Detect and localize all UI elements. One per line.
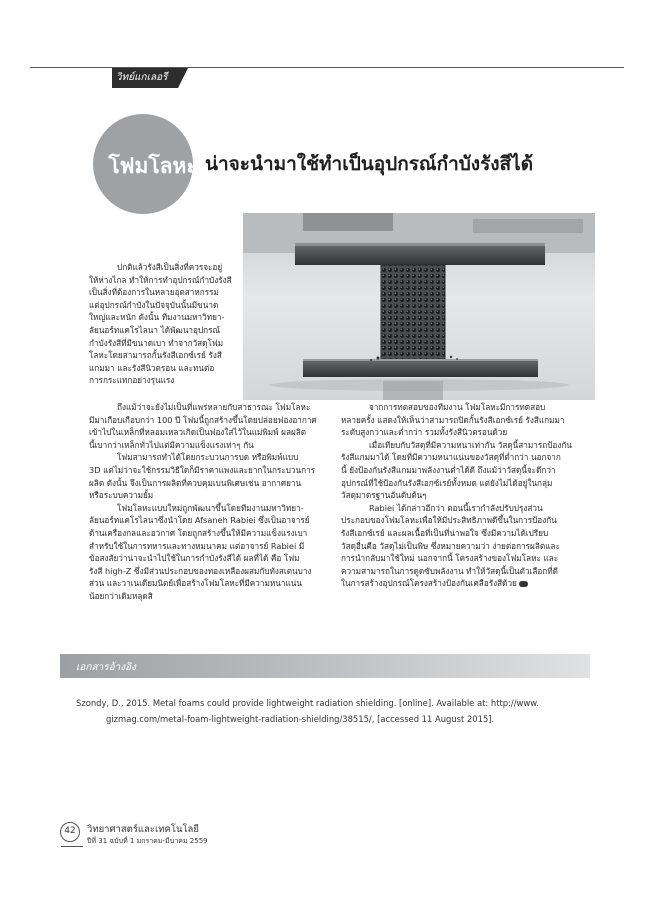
text-line: สำหรับใช้ในการทหารและทางหมนาคม แต่อาจารย์ Rabiei มี xyxy=(89,540,305,551)
text-line: วัสดุอื่นคือ วัสดุไม่เป็นพิษ ซึ่งหมายความว่า ง่ายต่อการผลิตและ xyxy=(341,540,560,551)
issue-info: ปีที่ 31 ฉบับที่ 1 มกราคม-มีนาคม 2559 xyxy=(87,837,208,845)
references-header-bar xyxy=(60,654,590,678)
text-line: นี้เบากว่าเหล็กทั่วไปแต่มีความแข็งแรงเท่าๆ กัน xyxy=(89,439,254,450)
page-number: 42 xyxy=(64,826,76,836)
text-line: เป็นสิ่งที่ต้องการในหลายอุตสาหกรรม xyxy=(89,287,219,298)
end-mark-icon xyxy=(519,581,528,587)
text-line: ระดับสูงกว่าและต่ำกว่า รวมทั้งรังสีนิวตรอนด้วย xyxy=(341,427,508,438)
text-line: ถึงแม้ว่าจะยังไม่เป็นที่แพร่หลายกับสาธารณะ โฟมโลหะ xyxy=(117,402,311,412)
footer-rule xyxy=(61,846,83,847)
closing-line-text: ในการสร้างอุปกรณ์โครงสร้างป้องกันเคลือรังสีด้วย xyxy=(341,578,517,589)
text-line: รังสี high-Z ซึ่งมีส่วนประกอบของทองเหลืองผสมกับทังสเตนบาง xyxy=(89,565,312,576)
text-line: Rabiei ได้กล่าวอีกว่า ตอนนี้เรากำลังปรับปรุงส่วน xyxy=(369,502,543,513)
reference-line: Szondy, D., 2015. Metal foams could provide lightweight radiation shielding. [online]. Available at: http://www. xyxy=(76,698,539,708)
text-line: หรือระบบความยั้ม xyxy=(89,490,154,501)
text-line: แต่อุปกรณ์กำบังในปัจจุบันนั้นมีขนาด xyxy=(89,299,219,310)
section-tab: วิทย์แกเลอรี xyxy=(112,68,178,88)
metal-foam-photo xyxy=(243,213,595,400)
reference-line: gizmag.com/metal-foam-lightweight-radiation-shielding/38515/, [accessed 11 August 2015]. xyxy=(106,714,495,724)
text-line: เมื่อเทียบกับวัสดุที่มีความหนาเท่ากัน วัสดุนี้สามารถป้องกัน xyxy=(369,439,572,450)
text-line: ลัยนอร์ทแคโรไลนา ได้พัฒนาอุปกรณ์ xyxy=(89,324,221,335)
section-tab-tail xyxy=(178,68,188,88)
text-line: ผลิต ดังนั้น จึงเป็นการผลิตที่ควบคุมเบนพิเศษเช่น อากาศยาน xyxy=(89,477,302,488)
text-line: การนำกลับมาใช้ใหม่ นอกจากนี้ โครงสร้างของโฟมโลหะ และ xyxy=(341,553,559,564)
text-line: โฟมโลหะแบบใหม่ถูกพัฒนาขึ้นโดยทีมงานมหาวิทยา- xyxy=(117,502,304,513)
magazine-name: วิทยาศาสตร์และเทคโนโลยี xyxy=(87,824,199,835)
text-line: โฟมสามารถทำได้โดยกระบวนการบด หรือพิมพ์แบบ xyxy=(117,452,299,463)
text-line: ข้อสงสัยว่าน่าจะนำไปใช้ในการกำบังรังสีได้ ผลที่ได้ คือ โฟม xyxy=(89,553,300,564)
title-badge-text: โฟมโลหะ xyxy=(108,154,198,178)
text-line: ใหญ่และหนัก ดังนั้น ทีมงานมหาวิทยา- xyxy=(89,312,225,323)
text-line: โลหะโดยสามารถกั้นรังสีเอกซ์เรย์ รังสี xyxy=(89,350,222,361)
text-line: เข้าไปในเหล็กที่หลอมเหลวเกิดเป็นฟองใส่ไว้ในแม่พิมพ์ ผลผลิต xyxy=(89,427,307,438)
references-heading: เอกสารอ้างอิง xyxy=(76,662,136,673)
text-line: ลัยนอร์ทแคโรไลนาซึ่งนำโดย Afsaneh Rabiei ซึ่งเป็นอาจารย์ xyxy=(89,515,310,526)
text-line: 3D แต่ไม่ว่าจะใช้กรรมวิธีใดก็มีราคาแพงและยากในกระบวนการ xyxy=(89,464,316,475)
text-line: การกระแทกอย่างรุนแรง xyxy=(89,375,175,386)
text-line: หลายครั้ง แสดงให้เห็นว่าสามารถปิดกั้นรังสีเอกซ์เรย์ รังสีแกมมา xyxy=(341,414,565,425)
text-line: รังสีเอกซ์เรย์ และผลเนื้อที่เป็นที่น่าพอใจ ซึ่งมีความได้เปรียบ xyxy=(341,527,549,538)
text-line: รังสีแกมมาได้ โดยที่มีความหนาแน่นของวัสดุที่ต่ำกว่า นอกจาก xyxy=(341,452,561,463)
text-line: กำบังรังสีที่มีขนาดเบา ทำจากวัสดุโฟม xyxy=(89,337,224,348)
text-line: แกมมา และรังสีนิวตรอน และทนต่อ xyxy=(89,362,215,373)
left-column xyxy=(89,401,329,603)
text-line: ความสามารถในการดูดซับพลังงาน ทำให้วัสดุนี้เป็นตัวเลือกที่ดี xyxy=(341,565,558,576)
text-line: ส่วน และวาเนเดียมนิตย์เพื่อสร้างโฟมโลหะที่มีความหนาแน่น xyxy=(89,578,302,589)
text-line: มีมาเกือบเกือบกว่า 100 ปี โฟมนี้ถูกสร้างขึ้นโดยปล่อยฟองอากาศ xyxy=(89,414,317,425)
text-line: อุปกรณ์ที่ใช้ป้องกันรังสีเอกซ์เรย์ทั้งหมด แต่ยังไม่ได้อยู่ในกลุ่ม xyxy=(341,477,553,488)
text-line: ด้านเครื่องกลและอวกาศ โดยถูกสร้างขึ้นให้มีความแข็งแรงเบา xyxy=(89,527,308,538)
text-line: น้อยกว่าเดิมหลุดสิ xyxy=(89,590,153,601)
text-line: จากการทดสอบของทีมงาน โฟมโลหะมีการทดสอบ xyxy=(369,402,546,412)
article-title: น่าจะนำมาใช้ทำเป็นอุปกรณ์กำบังรังสีได้ xyxy=(205,153,534,175)
text-line: ประกอบของโฟมโลหะเพื่อให้มีประสิทธิภาพดีขึ้นในการป้องกัน xyxy=(341,515,557,526)
text-line: นี้ ยังป้องกันรังสีแกมมาพลังงานต่ำได้ดี ถึงแม้ว่าวัสดุนี้จะดีกว่า xyxy=(341,464,556,475)
text-line: ให้ห่างไกล ทำให้การทำอุปกรณ์กำบังรังสี xyxy=(89,274,232,285)
references-body xyxy=(76,695,576,727)
text-line: ปกติแล้วรังสีเป็นสิ่งที่ควรจะอยู่ xyxy=(117,262,223,272)
text-line xyxy=(341,577,581,590)
right-column xyxy=(341,401,581,590)
text-line: วัสดุมาตรฐานอันดับต้นๆ xyxy=(341,490,427,501)
intro-paragraph xyxy=(89,261,239,387)
